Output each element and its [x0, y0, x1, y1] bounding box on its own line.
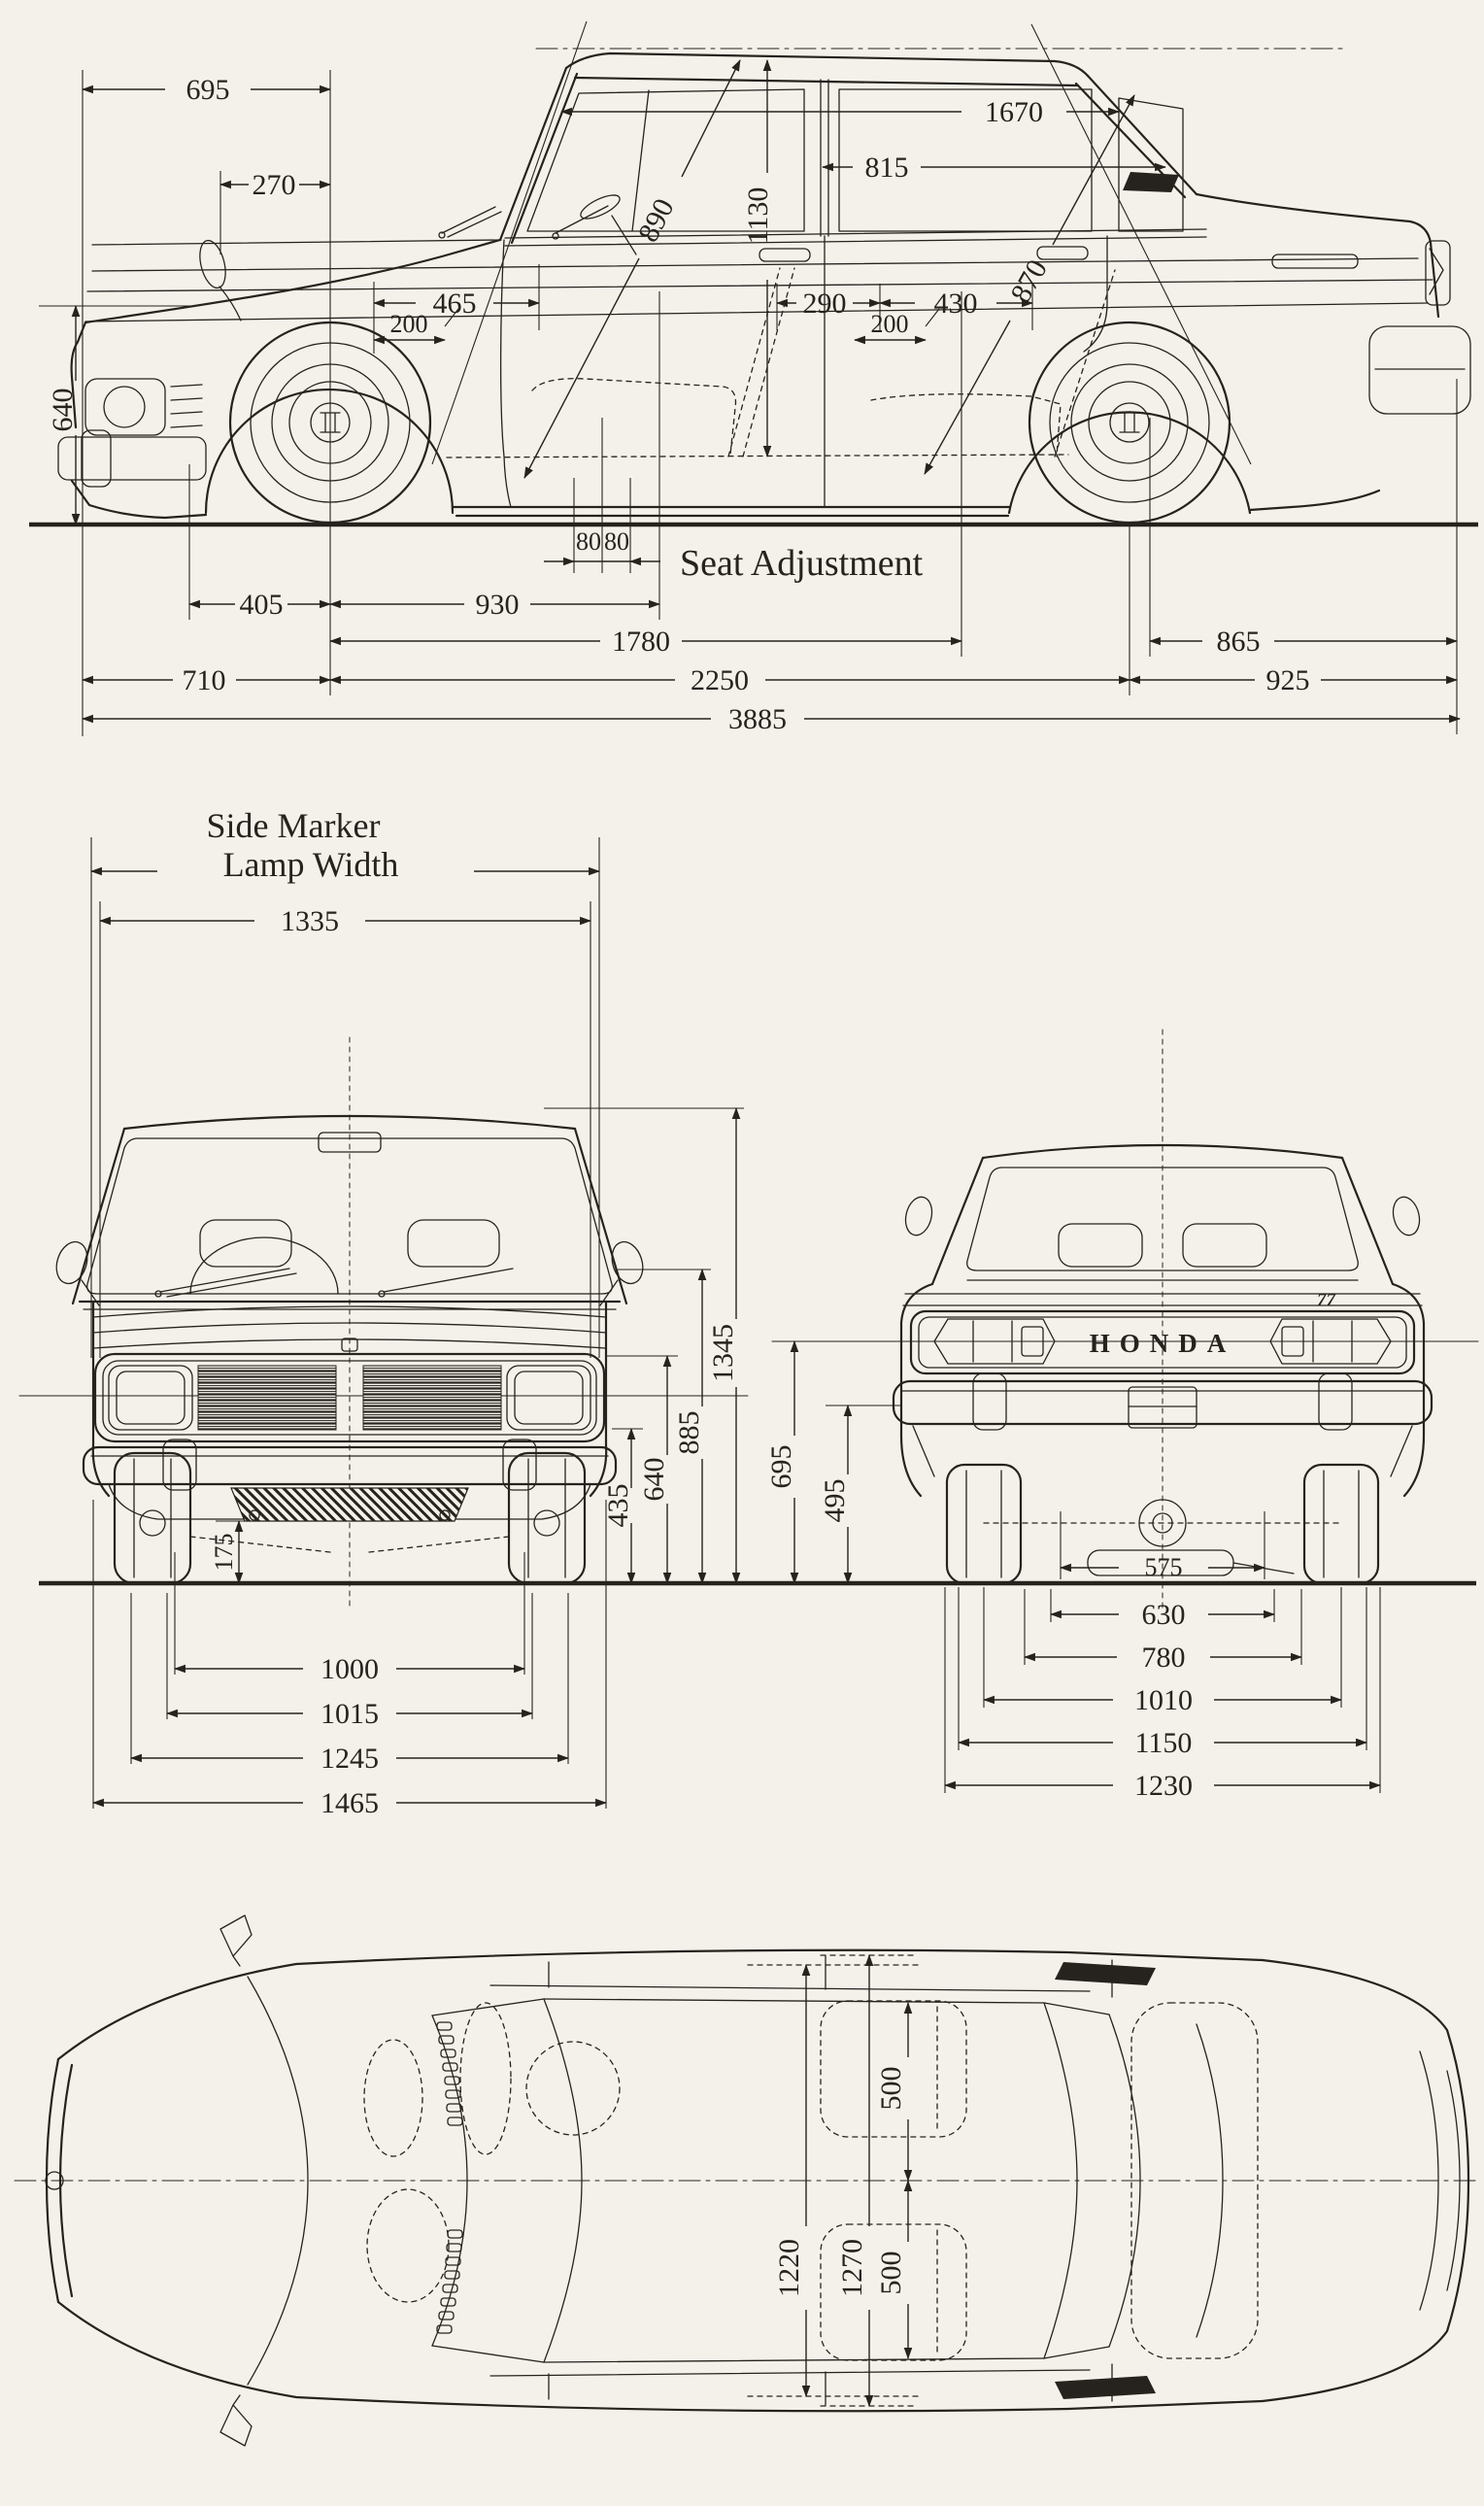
dim-1230	[945, 1770, 1380, 1802]
dim-695r	[765, 1341, 797, 1583]
dim-1465	[93, 1787, 606, 1819]
dim-200-right-label: 200	[870, 310, 909, 338]
dim-500-front	[875, 2003, 908, 2181]
top-cowl-vents	[437, 2022, 462, 2333]
dim-465-label: 465	[432, 288, 477, 320]
marker-extension-lines	[91, 837, 599, 1358]
dim-930-label: 930	[475, 589, 520, 621]
dim-930	[330, 589, 659, 621]
dim-405-label: 405	[239, 589, 284, 621]
dim-890	[524, 60, 740, 478]
dim-695r-label: 695	[765, 1444, 797, 1489]
dim-885	[673, 1270, 705, 1583]
dim-3885-label: 3885	[728, 703, 787, 735]
dim-815	[823, 152, 1165, 184]
dim-200-left-label: 200	[389, 310, 428, 338]
dim-630	[1051, 1599, 1274, 1631]
side-marker-label-2: Lamp Width	[222, 845, 399, 884]
dim-1000-label: 1000	[320, 1653, 379, 1685]
dim-1345-label: 1345	[707, 1324, 739, 1382]
side-mirror-wipers	[195, 190, 636, 321]
dim-870-label: 870	[1004, 254, 1054, 309]
dim-640f-label: 640	[638, 1457, 670, 1502]
front-bumper	[84, 1439, 616, 1521]
dim-1670-label: 1670	[985, 96, 1043, 128]
top-quarter-vent-left	[1055, 1962, 1156, 1985]
dim-495	[819, 1405, 851, 1583]
dim-885-label: 885	[673, 1410, 705, 1455]
side-marker-header	[91, 806, 599, 1358]
dim-695	[83, 74, 330, 106]
dim-865	[1150, 626, 1457, 658]
dim-175	[210, 1521, 239, 1583]
dim-695-label: 695	[186, 74, 230, 106]
side-marker-label-1: Side Marker	[206, 806, 381, 845]
side-dimensions	[47, 60, 1460, 735]
dim-435-label: 435	[602, 1483, 634, 1528]
dim-1780-label: 1780	[612, 626, 670, 658]
dim-1000	[175, 1653, 524, 1685]
dim-500-front-label: 500	[875, 2066, 907, 2111]
dim-500-rear-label: 500	[875, 2251, 907, 2295]
dim-710	[83, 664, 330, 696]
rear-view	[765, 1030, 1478, 1802]
dim-2250	[330, 664, 1130, 696]
rear-width-dims	[945, 1553, 1380, 1802]
dim-1780	[330, 626, 961, 658]
dim-80-left-label: 80	[576, 527, 601, 556]
dim-710-label: 710	[182, 664, 226, 696]
dim-405	[189, 589, 330, 621]
top-quarter-vent-right	[1055, 2376, 1156, 2399]
dim-630-label: 630	[1141, 1599, 1186, 1631]
side-quarter-vent	[1123, 172, 1179, 192]
dim-1245-label: 1245	[320, 1743, 379, 1775]
dim-1270-label: 1270	[836, 2239, 868, 2297]
dim-1335	[100, 905, 590, 937]
dim-290	[777, 288, 880, 320]
dim-640	[47, 306, 79, 525]
dim-80-right-label: 80	[604, 527, 629, 556]
dim-430-label: 430	[933, 288, 978, 320]
rear-ref-lines	[772, 1341, 901, 1405]
side-front-rear-details	[58, 241, 1470, 487]
dim-1465-label: 1465	[320, 1787, 379, 1819]
dim-1015-label: 1015	[320, 1698, 379, 1730]
side-view	[29, 21, 1478, 736]
honda-badge: HONDA	[1089, 1329, 1236, 1358]
dim-1230-label: 1230	[1134, 1770, 1193, 1802]
dim-1010	[984, 1684, 1341, 1716]
dim-500-rear	[875, 2181, 908, 2358]
dim-925-label: 925	[1265, 664, 1310, 696]
front-width-dims	[93, 1653, 606, 1819]
dim-1150-label: 1150	[1134, 1727, 1193, 1759]
seat-adjustment-label: Seat Adjustment	[680, 543, 924, 584]
dim-640f	[638, 1356, 670, 1583]
dim-175-label: 175	[210, 1533, 238, 1572]
dim-815-label: 815	[864, 152, 909, 184]
dim-1130-label: 1130	[742, 186, 774, 245]
dim-780-label: 780	[1141, 1642, 1186, 1674]
dim-200-right	[855, 310, 926, 340]
dim-640-label: 640	[47, 388, 79, 432]
dim-1010-label: 1010	[1134, 1684, 1193, 1716]
dim-1335-label: 1335	[281, 905, 339, 937]
dim-1150	[959, 1727, 1366, 1759]
dim-575-label: 575	[1144, 1553, 1183, 1581]
dim-290-label: 290	[802, 288, 847, 320]
dim-1345	[707, 1108, 739, 1583]
dim-3885	[83, 703, 1460, 735]
dim-270	[220, 169, 330, 201]
dim-2250-label: 2250	[691, 664, 749, 696]
dim-495-label: 495	[819, 1478, 851, 1523]
front-view	[19, 1037, 1476, 1819]
rear-height-dims	[765, 1341, 851, 1583]
dim-780	[1025, 1642, 1301, 1674]
dim-865-label: 865	[1216, 626, 1261, 658]
dim-1015	[167, 1698, 532, 1730]
dim-575	[1061, 1553, 1265, 1581]
dim-1220-label: 1220	[773, 2239, 805, 2297]
dim-890-label: 890	[631, 193, 681, 248]
dim-1130	[742, 60, 774, 457]
dim-925	[1130, 664, 1457, 696]
dim-1245	[131, 1743, 568, 1775]
top-view	[15, 1915, 1481, 2446]
trim-77-badge: 77	[1317, 1290, 1335, 1310]
dim-270-label: 270	[252, 169, 296, 201]
